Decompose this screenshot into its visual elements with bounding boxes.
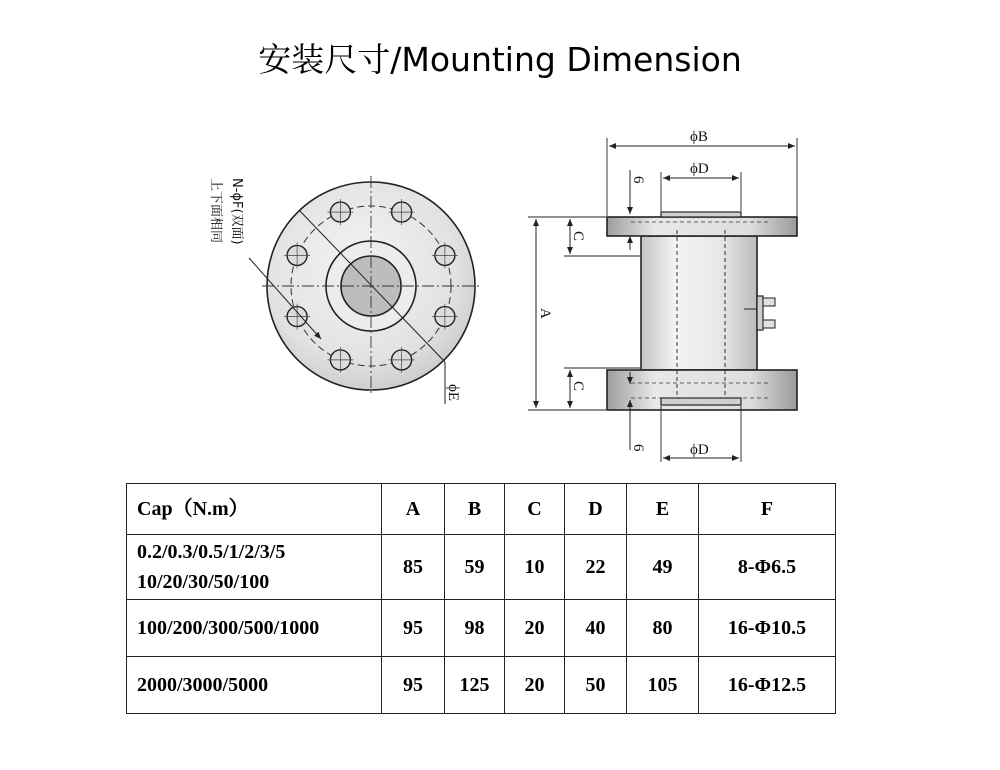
table-row (127, 657, 836, 714)
header-c: C (505, 484, 565, 535)
side-view-flange-top (607, 217, 797, 236)
cell-c: 10 (505, 535, 565, 600)
top-view (208, 176, 480, 404)
header-e: E (627, 484, 699, 535)
label-phi-e: ϕE (445, 384, 461, 402)
cell-a: 85 (382, 535, 445, 600)
cell-d: 40 (565, 600, 627, 657)
label-phi-b: ϕB (690, 129, 708, 145)
cell-b: 59 (445, 535, 505, 600)
cell-a: 95 (382, 600, 445, 657)
cap-line: 0.2/0.3/0.5/1/2/3/5 (137, 541, 286, 563)
cell-cap (127, 657, 382, 714)
label-c-bottom: C (570, 381, 586, 392)
cap-line: 2000/3000/5000 (137, 674, 269, 696)
label-same-note: 上下面相同 (208, 178, 223, 244)
cell-d: 22 (565, 535, 627, 600)
cell-f: 8-Φ6.5 (699, 535, 836, 600)
cell-d: 50 (565, 657, 627, 714)
cell-cap (127, 535, 382, 600)
side-view-body (641, 236, 757, 370)
table-row (127, 535, 836, 600)
cell-b: 98 (445, 600, 505, 657)
cell-b: 125 (445, 657, 505, 714)
cell-f: 16-Φ12.5 (699, 657, 836, 714)
cell-cap (127, 600, 382, 657)
header-b: B (445, 484, 505, 535)
dimension-table (126, 483, 836, 714)
page-title: 安装尺寸/Mounting Dimension (258, 40, 742, 79)
cell-e: 80 (627, 600, 699, 657)
header-d: D (565, 484, 627, 535)
table-row (127, 600, 836, 657)
cell-a: 95 (382, 657, 445, 714)
header-cap: Cap（N.m） (127, 484, 382, 535)
label-holes-note: N-ϕF(双面) (229, 178, 244, 245)
label-phi-d-bottom: ϕD (690, 442, 709, 458)
side-view-connector (757, 296, 763, 330)
side-view (528, 129, 797, 462)
cell-c: 20 (505, 600, 565, 657)
label-six-bottom: 6 (630, 444, 646, 452)
cap-line: 100/200/300/500/1000 (137, 617, 320, 639)
header-a: A (382, 484, 445, 535)
header-f: F (699, 484, 836, 535)
cell-c: 20 (505, 657, 565, 714)
label-phi-d-top: ϕD (690, 161, 709, 177)
label-a: A (537, 308, 553, 319)
cell-f: 16-Φ10.5 (699, 600, 836, 657)
label-six-top: 6 (630, 176, 646, 184)
cap-line: 10/20/30/50/100 (137, 571, 270, 593)
table-header-row (127, 484, 836, 535)
cell-e: 105 (627, 657, 699, 714)
label-c-top: C (570, 231, 586, 242)
cell-e: 49 (627, 535, 699, 600)
